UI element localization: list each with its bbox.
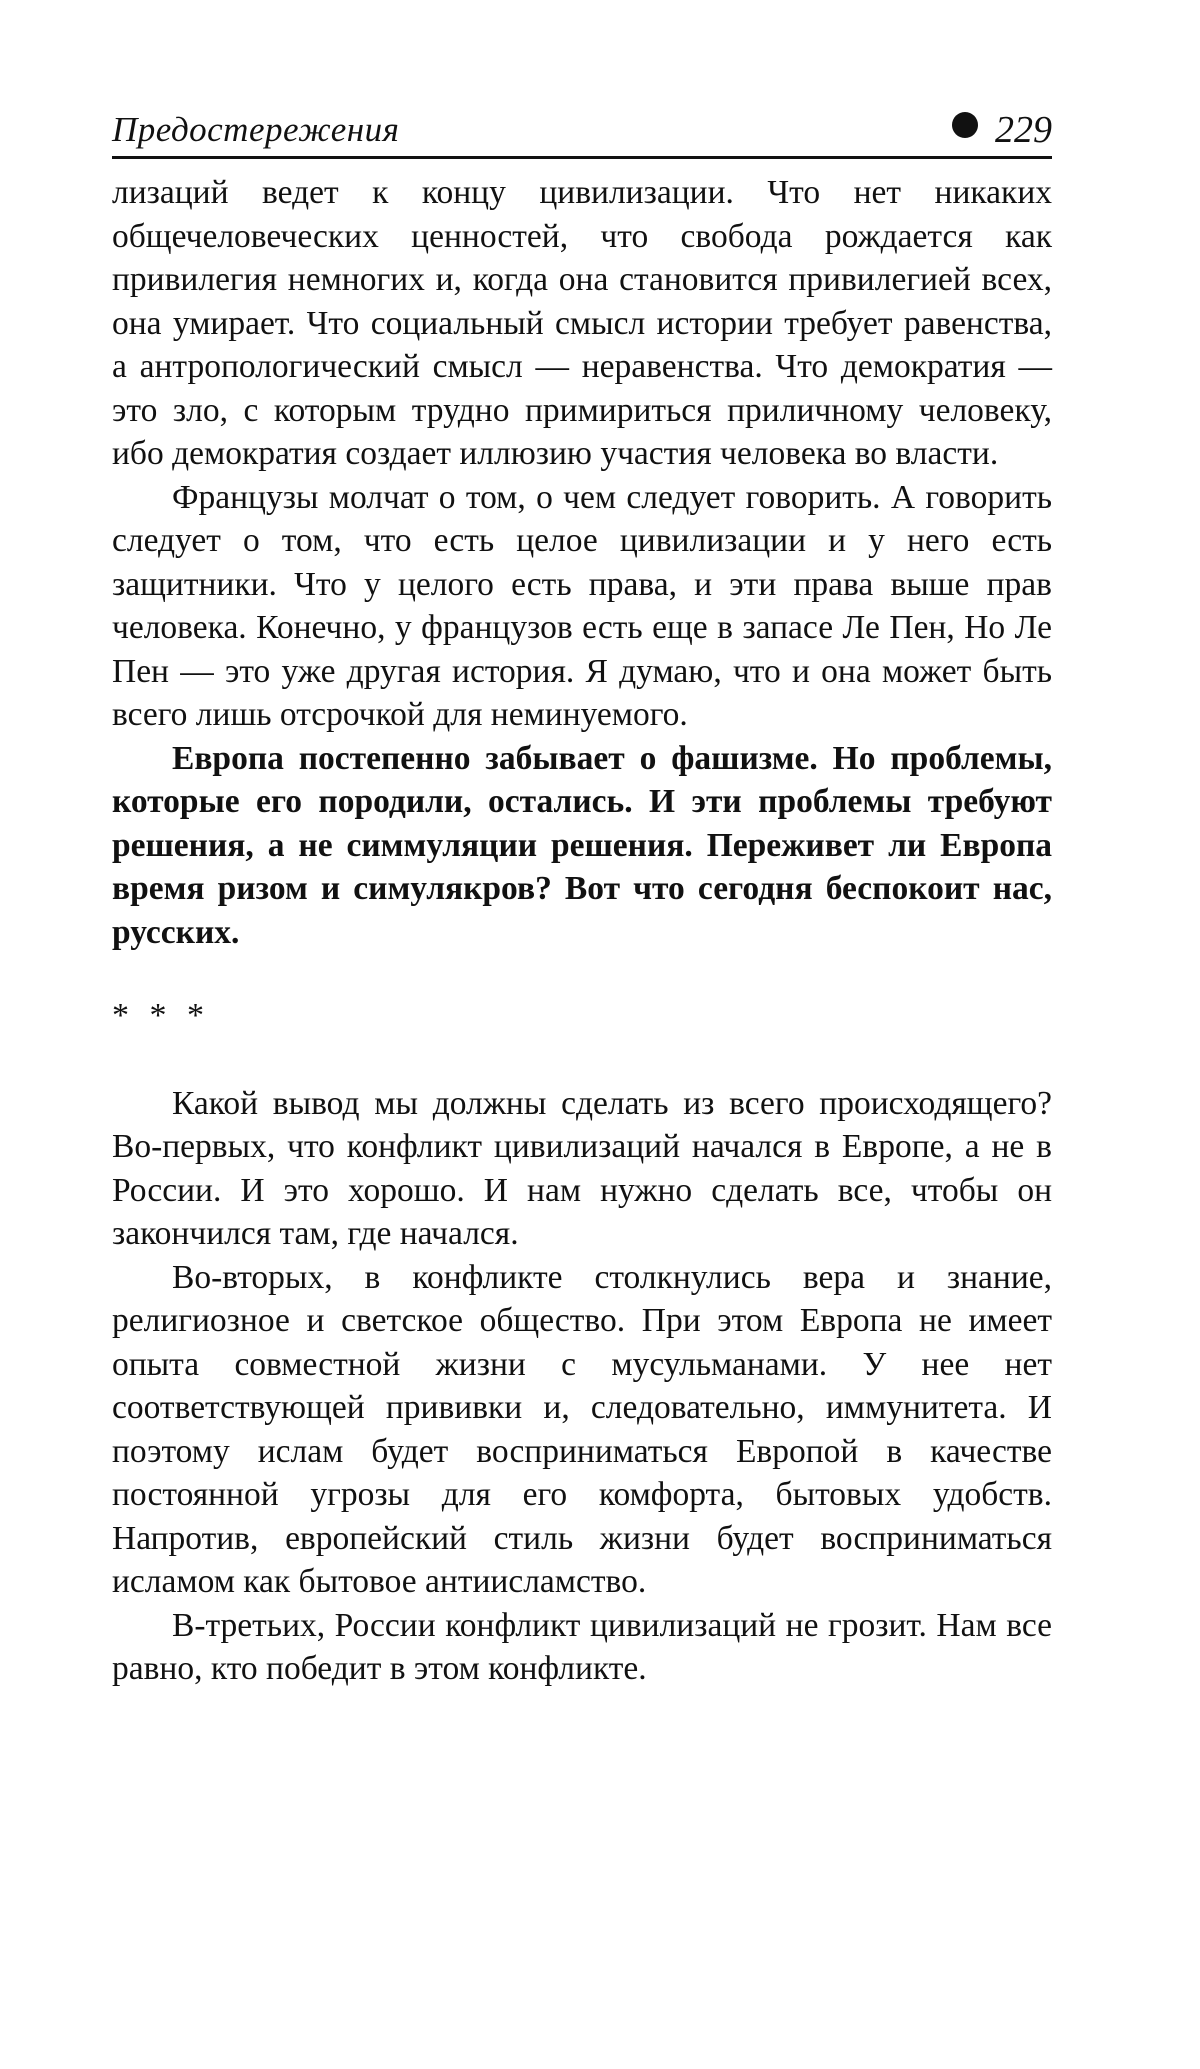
running-title: Предостережения: [112, 110, 400, 149]
running-header: [112, 100, 1052, 152]
paragraph: Какой вывод мы должны сделать из всего происходящего? Во-первых, что конфликт цивилизаций начался в Европе, а не в России. И это хорошо. И нам нужно сделать все, чтобы он закончился там, где начался.: [112, 1084, 1052, 1252]
section-separator: * * *: [112, 997, 210, 1034]
paragraph: Французы молчат о том, о чем следует говорить. А говорить следует о том, что есть целое цивилизации и у него есть защитники. Что у целого есть права, и эти права выше прав человека. Конечно, у французов есть еще в запасе Ле Пен, Но Ле Пен — это уже другая история. Я думаю, что и она может быть всего лишь отсрочкой для неминуемого.: [112, 478, 1052, 733]
paragraph: лизаций ведет к концу цивилизации. Что нет никаких общечеловеческих ценностей, что свобода рождается как привилегия немногих и, когда она становится привилегией всех, она умирает. Что социальный смысл истории требует равенства, а антропологический смысл — неравенства. Что демократия — это зло, с которым трудно примириться приличному человеку, ибо демократия создает иллюзию участия человека во власти.: [112, 174, 1052, 472]
paragraph: Европа постепенно забывает о фашизме. Но проблемы, которые его породили, остались. И эти проблемы требуют решения, а не симмуляции решения. Переживет ли Европа время ризом и симулякров? Вот что сегодня беспокоит нас, русских.: [112, 739, 1052, 951]
page-number: 229: [995, 109, 1052, 151]
book-page: [112, 100, 1052, 1691]
paragraph: В-третьих, России конфликт цивилизаций не грозит. Нам все равно, кто победит в этом конфликте.: [112, 1606, 1052, 1687]
paragraph: Во-вторых, в конфликте столкнулись вера и знание, религиозное и светское общество. При этом Европа не имеет опыта совместной жизни с мусульманами. У нее нет соответствующей прививки и, следовательно, иммунитета. И поэтому ислам будет восприниматься Европой в качестве постоянной угрозы для его комфорта, бытовых удобств. Напротив, европейский стиль жизни будет восприниматься исламом как бытовое антиисламство.: [112, 1258, 1052, 1600]
bullet-icon: [952, 112, 978, 138]
body-text: [112, 171, 1052, 1691]
header-rule: [112, 156, 1052, 159]
